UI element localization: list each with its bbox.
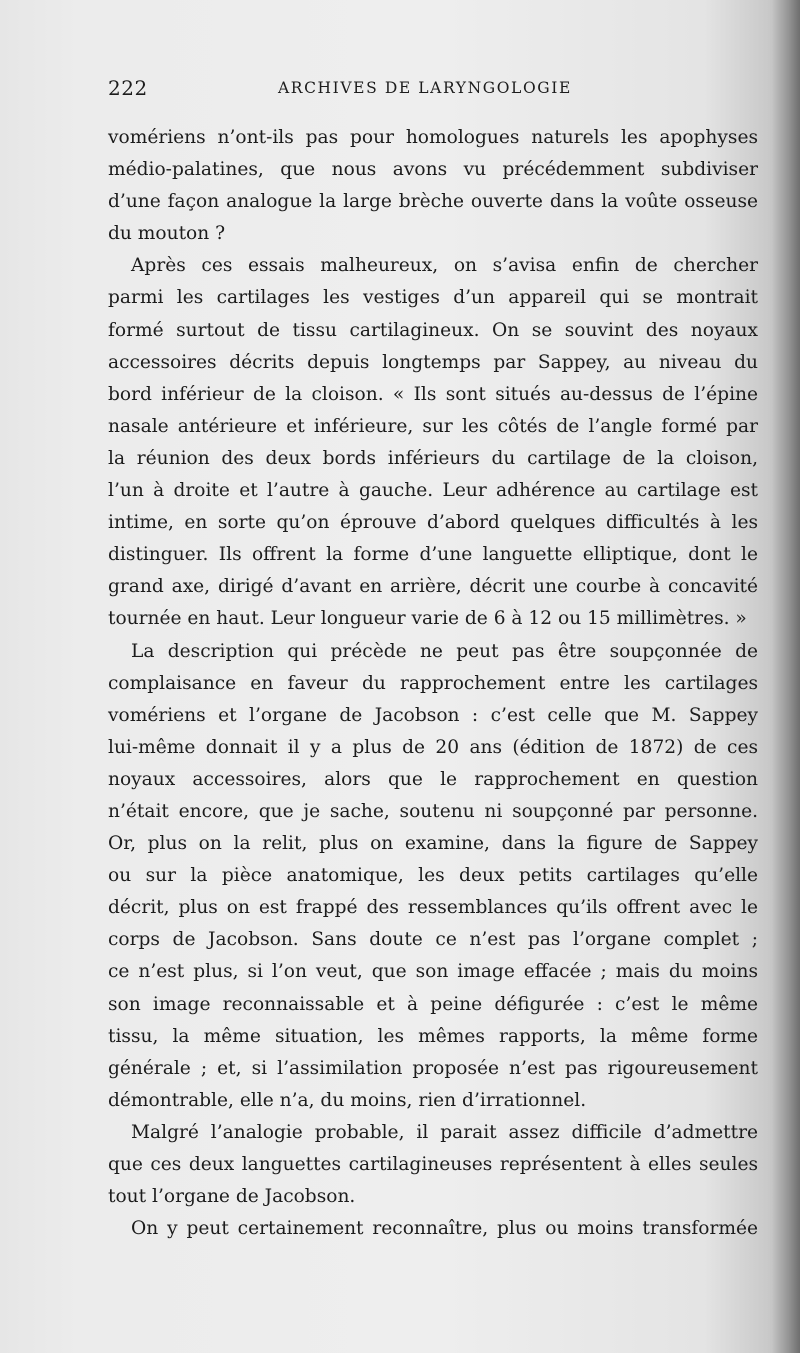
text-line: bord inférieur de la cloison. « Ils sont situés au-dessus de l’épine bbox=[108, 383, 758, 405]
paragraph bbox=[108, 1117, 758, 1213]
text-line: distinguer. Ils offrent la forme d’une languette elliptique, dont le bbox=[108, 544, 758, 566]
binding-shadow bbox=[772, 0, 800, 1353]
text-line: décrit, plus on est frappé des ressemblances qu’ils offrent avec le bbox=[108, 897, 758, 919]
page-number: 222 bbox=[108, 76, 148, 100]
text-line: la réunion des deux bords inférieurs du cartilage de la cloison, bbox=[108, 447, 758, 469]
running-title: ARCHIVES DE LARYNGOLOGIE bbox=[278, 79, 572, 97]
text-line: d’une façon analogue la large brèche ouverte dans la voûte osseuse bbox=[108, 191, 758, 213]
text-line: lui-même donnait il y a plus de 20 ans (édition de 1872) de ces bbox=[108, 736, 758, 758]
paragraph bbox=[108, 1213, 758, 1245]
text-line: ce n’est plus, si l’on veut, que son image effacée ; mais du moins bbox=[108, 961, 758, 983]
body-text bbox=[108, 122, 758, 1245]
text-line: nasale antérieure et inférieure, sur les côtés de l’angle formé par bbox=[108, 415, 758, 437]
text-line: que ces deux languettes cartilagineuses représentent à elles seules bbox=[108, 1154, 758, 1175]
text-line: tournée en haut. Leur longueur varie de 6 à 12 ou 15 millimètres. » bbox=[108, 608, 747, 630]
text-line: noyaux accessoires, alors que le rapprochement en question bbox=[108, 768, 758, 790]
text-line: démontrable, elle n’a, du moins, rien d’irrationnel. bbox=[108, 1089, 587, 1111]
text-line: tout l’organe de Jacobson. bbox=[108, 1186, 356, 1208]
text-line: n’était encore, que je sache, soutenu ni soupçonné par personne. bbox=[108, 800, 758, 822]
text-line: son image reconnaissable et à peine défigurée : c’est le même bbox=[108, 993, 758, 1015]
text-line: ou sur la pièce anatomique, les deux petits cartilages qu’elle bbox=[108, 865, 758, 887]
text-line: intime, en sorte qu’on éprouve d’abord quelques difficultés à les bbox=[108, 512, 758, 534]
text-line: Après ces essais malheureux, on s’avisa enfin de chercher bbox=[131, 255, 758, 277]
text-line: On y peut certainement reconnaître, plus ou moins transformée bbox=[131, 1218, 758, 1240]
text-line: l’un à droite et l’autre à gauche. Leur adhérence au cartilage est bbox=[108, 480, 758, 502]
page-header bbox=[108, 76, 758, 106]
text-line: accessoires décrits depuis longtemps par Sappey, au niveau du bbox=[108, 351, 758, 373]
text-line: grand axe, dirigé d’avant en arrière, décrit une courbe à concavité bbox=[108, 576, 758, 598]
text-line: complaisance en faveur du rapprochement entre les cartilages bbox=[108, 672, 758, 694]
text-line: du mouton ? bbox=[108, 223, 226, 245]
paragraph bbox=[108, 636, 758, 1117]
text-line: Malgré l’analogie probable, il parait assez difficile d’admettre bbox=[131, 1121, 758, 1143]
text-line: tissu, la même situation, les mêmes rapports, la même forme bbox=[108, 1025, 758, 1047]
text-line: médio-palatines, que nous avons vu précédemment subdiviser bbox=[108, 159, 758, 181]
text-line: Or, plus on la relit, plus on examine, dans la figure de Sappey bbox=[108, 833, 758, 855]
text-line: La description qui précède ne peut pas être soupçonnée de bbox=[131, 640, 758, 662]
text-line: corps de Jacobson. Sans doute ce n’est pas l’organe complet ; bbox=[108, 929, 758, 951]
text-line: vomériens n’ont-ils pas pour homologues naturels les apophyses bbox=[108, 127, 758, 148]
text-line: vomériens et l’organe de Jacobson : c’est celle que M. Sappey bbox=[108, 704, 758, 726]
paragraph bbox=[108, 122, 758, 250]
text-line: formé surtout de tissu cartilagineux. On se souvint des noyaux bbox=[108, 319, 758, 341]
paragraph bbox=[108, 250, 758, 635]
text-line: parmi les cartilages les vestiges d’un appareil qui se montrait bbox=[108, 287, 758, 309]
text-line: générale ; et, si l’assimilation proposée n’est pas rigoureusement bbox=[108, 1057, 758, 1079]
